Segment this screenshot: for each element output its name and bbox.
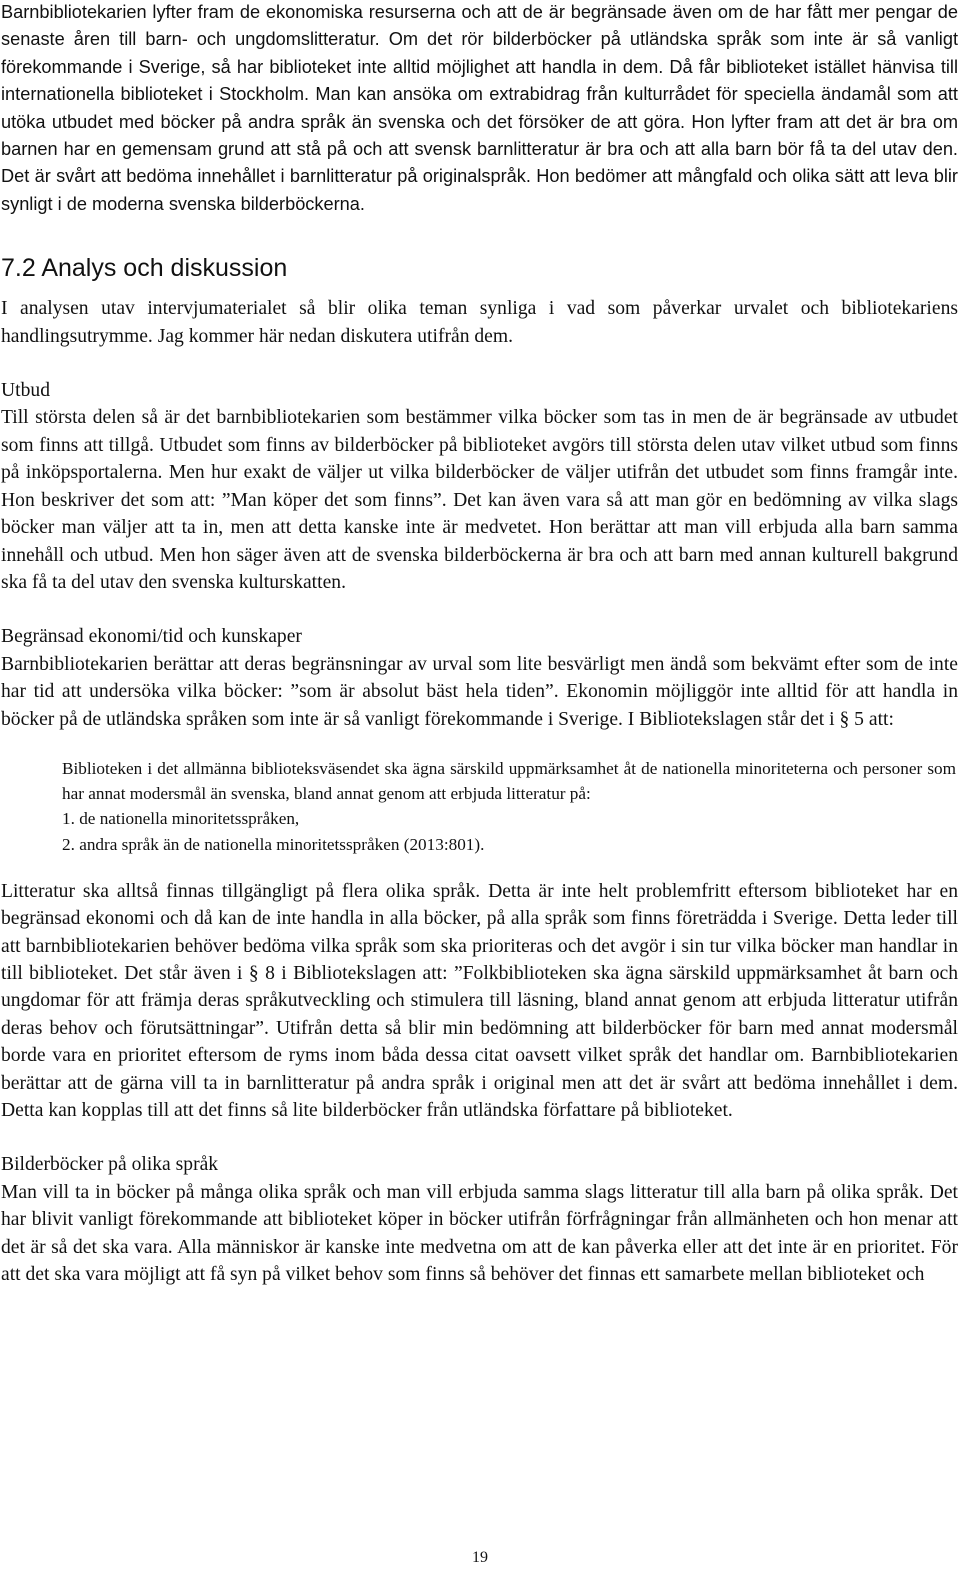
section-intro-paragraph: I analysen utav intervjumaterialet så blir olika teman synliga i vad som påverkar urvalet och bibliotekariens handlingsutrymme. Jag kommer här nedan diskutera utifrån dem. bbox=[1, 298, 958, 347]
page-number: 19 bbox=[472, 1549, 488, 1566]
sprak-heading: Bilderböcker på olika språk bbox=[1, 1154, 219, 1176]
law-quote-text: Biblioteken i det allmänna biblioteksväsendet ska ägna särskild uppmärksamhet åt de nationella minoriteterna och personer som har annat modersmål än svenska, bland annat genom att erbjuda litteratur på: bbox=[62, 758, 956, 804]
law-quote-item-2: 2. andra språk än de nationella minoritetsspråken (2013:801). bbox=[62, 834, 485, 854]
ekonomi-heading: Begränsad ekonomi/tid och kunskaper bbox=[1, 626, 302, 648]
law-quote-item-1: 1. de nationella minoritetsspråken, bbox=[62, 809, 300, 829]
intro-paragraph: Barnbibliotekarien lyfter fram de ekonomiska resurserna och att de är begränsade även om de har fått mer pengar de senaste åren till barn- och ungdomslitteratur. Om det rör bilderböcker på utländska språk som inte är så vanligt förekommande i Sverige, så har biblioteket inte alltid möjlighet att handla in dem. Då får biblioteket istället hänvisa till internationella biblioteket i Stockholm. Man kan ansöka om extrabidrag från kulturrådet för speciella ändamål som att utöka utbudet med böcker på andra språk än svenska och det försöker de att göra. Hon lyfter fram att det är bra om barnen har en gemensam grund att stå på och att svensk barnlitteratur är bra och att alla barn bör få ta del utav den. Det är svårt att bedöma innehållet i barnlitteratur på originalspråk. Hon bedömer att mångfald och olika sätt att leva blir synligt i de moderna svenska bilderböckerna. bbox=[1, 2, 958, 214]
document-body bbox=[1, 0, 958, 1288]
law-quote bbox=[62, 756, 956, 857]
after-quote-paragraph: Litteratur ska alltså finnas tillgängligt på flera olika språk. Detta är inte helt problemfritt eftersom biblioteket har en begränsad ekonomi och då kan de inte handla in alla böcker, på alla språk som finns företrädda i Sverige. Detta leder till att barnbibliotekarien behöver bedöma vilka språk som ska prioriteras och det avgör i sin tur vilka böcker man handlar in till biblioteket. Det står även i § 8 i Bibliotekslagen att: ”Folkbiblioteken ska ägna särskild uppmärksamhet åt barn och ungdomar för att främja deras språkutveckling och stimulera till läsning, bland annat genom att erbjuda litteratur utifrån deras behov och förutsättningar”. Utifrån detta så blir min bedömning att bilderböcker för barn med annat modersmål borde vara en prioritet eftersom de ryms inom båda dessa citat oavsett vilket språk det handlar om. Barnbibliotekarien berättar att de gärna vill ta in barnlitteratur på andra språk i original men att det är svårt att bedöma innehållet i dem. Detta kan kopplas till att det finns så lite bilderböcker från utländska författare på biblioteket. bbox=[1, 880, 958, 1121]
section-heading: 7.2 Analys och diskussion bbox=[1, 254, 288, 283]
sprak-paragraph: Man vill ta in böcker på många olika språk och man vill erbjuda samma slags litteratur till alla barn på olika språk. Det har blivit vanligt förekommande att biblioteket köper in böcker utifrån förfrågningar från allmänheten och hon menar att det är så det ska vara. Alla människor är kanske inte medvetna om att de kan påverka eller att det inte är en prioritet. För att det ska vara möjligt att få syn på vilket behov som finns så behöver det finnas ett samarbete mellan biblioteket och bbox=[1, 1181, 958, 1286]
utbud-paragraph: Till största delen så är det barnbibliotekarien som bestämmer vilka böcker som tas in men de är begränsade av utbudet som finns att tillgå. Utbudet som finns av bilderböcker på biblioteket avgörs till största delen utav vilket utbud som finns på inköpsportalerna. Men hur exakt de väljer ut vilka bilderböcker de väljer utifrån det utbudet som finns framgår inte. Hon beskriver det som att: ”Man köper det som finns”. Det kan även vara så att man gör en bedömning av vilka slags böcker man väljer att ta in, men att detta kanske inte är medvetet. Hon berättar att man vill erbjuda alla barn samma innehåll och utbud. Men hon säger även att de svenska bilderböckerna är bra och att barn med annan kulturell bakgrund ska få ta del utav den svenska kulturskatten. bbox=[1, 407, 958, 593]
utbud-heading: Utbud bbox=[1, 380, 50, 402]
ekonomi-paragraph: Barnbibliotekarien berättar att deras begränsningar av urval som lite besvärligt men ändå som bekvämt efter som de inte har tid att undersöka vilka böcker: ”som är absolut bäst hela tiden”. Ekonomin möjliggör inte alltid för att handla in böcker på de utländska språken som inte är så vanligt förekommande i Sverige. I Bibliotekslagen står det i § 5 att: bbox=[1, 653, 958, 730]
